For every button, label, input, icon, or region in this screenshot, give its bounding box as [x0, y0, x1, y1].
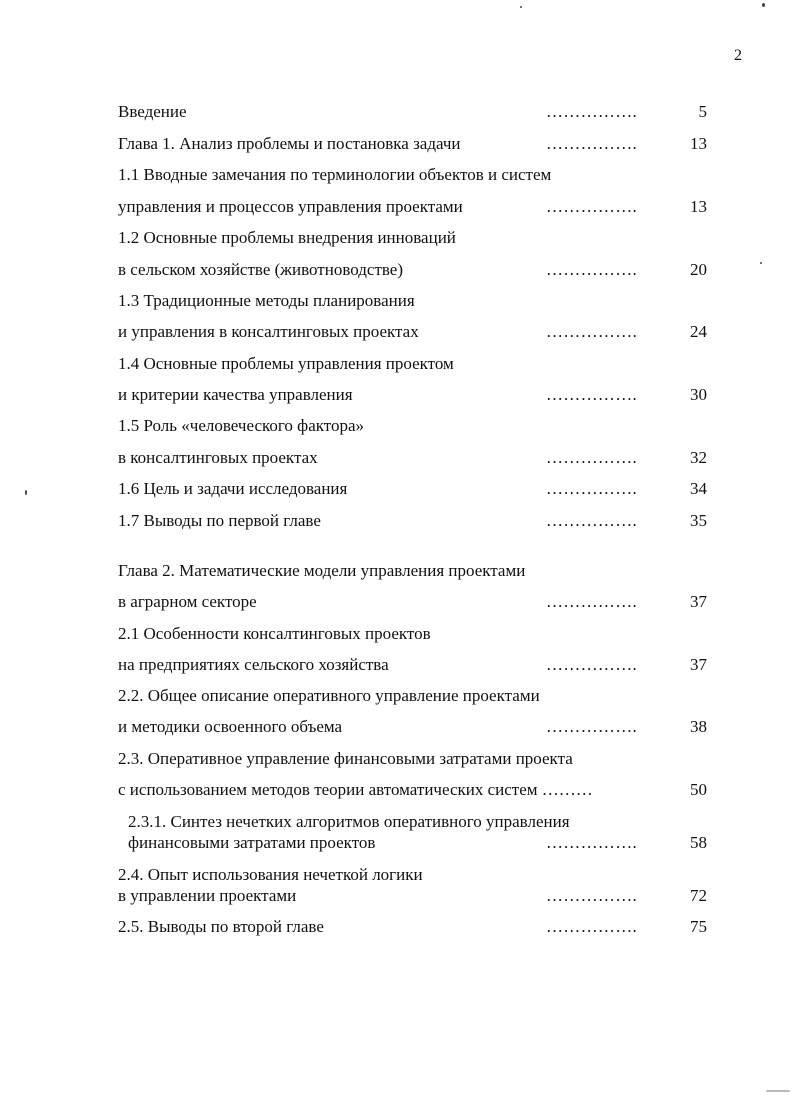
toc-entry-text: Глава 1. Анализ проблемы и постановка задачи — [118, 134, 461, 153]
toc-entry-text: 1.3 Традиционные методы планирования — [118, 291, 415, 310]
toc-entry-text: 2.3.1. Синтез нечетких алгоритмов оперативного управления — [128, 812, 570, 831]
toc-entry-page: 13 — [690, 197, 707, 216]
toc-leader-dots: ……………. — [546, 322, 638, 341]
scan-speck — [25, 490, 27, 495]
toc-entry-text: и критерии качества управления — [118, 385, 353, 404]
toc-leader-dots: ……………. — [546, 448, 638, 467]
toc-entry-page: 13 — [690, 134, 707, 153]
toc-entry-text: в консалтинговых проектах — [118, 448, 318, 467]
toc-entry-text: 2.4. Опыт использования нечеткой логики — [118, 865, 423, 884]
page-number: 2 — [734, 47, 742, 64]
toc-entry-page: 24 — [690, 322, 707, 341]
toc-leader-dots: ……………. — [546, 134, 638, 153]
toc-entry-page: 72 — [690, 886, 707, 905]
toc-entry-text: управления и процессов управления проектами — [118, 197, 463, 216]
toc-entry-text: и методики освоенного объема — [118, 717, 343, 736]
toc-leader-dots: ……………. — [546, 479, 638, 498]
scan-speck — [760, 262, 762, 264]
toc-entry-text: в сельском хозяйстве (животноводстве) — [118, 260, 404, 279]
toc-entry-page: 75 — [690, 917, 707, 936]
scan-speck — [766, 1090, 790, 1092]
toc-leader-dots: ……………. — [546, 917, 638, 936]
toc-entry-text: Введение — [118, 102, 187, 121]
toc-entry-text: 2.2. Общее описание оперативного управление проектами — [118, 686, 540, 705]
scan-speck — [520, 6, 522, 8]
toc-entry-text: 1.4 Основные проблемы управления проектом — [118, 354, 454, 373]
toc-leader-dots: ……………. — [546, 655, 638, 674]
toc-leader-dots: ……………. — [546, 260, 638, 279]
toc-entry-text: Глава 2. Математические модели управления проектами — [118, 561, 526, 580]
toc-entry-page: 32 — [690, 448, 707, 467]
toc-entry-text: 1.1 Вводные замечания по терминологии объектов и систем — [118, 165, 552, 184]
toc-entry-text: 1.7 Выводы по первой главе — [118, 511, 321, 530]
toc-leader-dots: ……………. — [546, 833, 638, 852]
toc-entry-page: 5 — [698, 102, 707, 121]
toc-entry-text: 1.5 Роль «человеческого фактора» — [118, 416, 365, 435]
toc-entry-page: 30 — [690, 385, 707, 404]
toc-entry-page: 38 — [690, 717, 707, 736]
toc-leader-dots: ……………. — [546, 197, 638, 216]
toc-entry-page: 37 — [690, 592, 707, 611]
toc-leader-dots: ……………. — [546, 717, 638, 736]
toc-entry-page: 34 — [690, 479, 707, 498]
toc-entry-page: 37 — [690, 655, 707, 674]
toc-leader-dots: ……………. — [546, 592, 638, 611]
toc-entry-page: 58 — [690, 833, 707, 852]
toc-entry-text: 1.2 Основные проблемы внедрения инноваций — [118, 228, 456, 247]
toc-entry-text: в управлении проектами — [118, 886, 297, 905]
toc-entry-page: 50 — [690, 780, 707, 799]
toc-leader-dots: ……………. — [546, 102, 638, 121]
toc-entry-text: финансовыми затратами проектов — [128, 833, 376, 852]
toc-entry-text: с использованием методов теории автоматических систем ……… — [118, 780, 593, 799]
toc-leader-dots: ……………. — [546, 385, 638, 404]
toc-entry-text: 1.6 Цель и задачи исследования — [118, 479, 348, 498]
toc-entry-text: 2.3. Оперативное управление финансовыми затратами проекта — [118, 749, 573, 768]
toc-entry-text: 2.1 Особенности консалтинговых проектов — [118, 624, 431, 643]
toc-entry-page: 35 — [690, 511, 707, 530]
scan-speck — [762, 3, 765, 7]
toc-entry-text: на предприятиях сельского хозяйства — [118, 655, 389, 674]
toc-entry-text: в аграрном секторе — [118, 592, 257, 611]
toc-leader-dots: ……………. — [546, 511, 638, 530]
toc-entry-page: 20 — [690, 260, 707, 279]
toc-entry-text: и управления в консалтинговых проектах — [118, 322, 419, 341]
toc-leader-dots: ……………. — [546, 886, 638, 905]
toc-entry-text: 2.5. Выводы по второй главе — [118, 917, 324, 936]
